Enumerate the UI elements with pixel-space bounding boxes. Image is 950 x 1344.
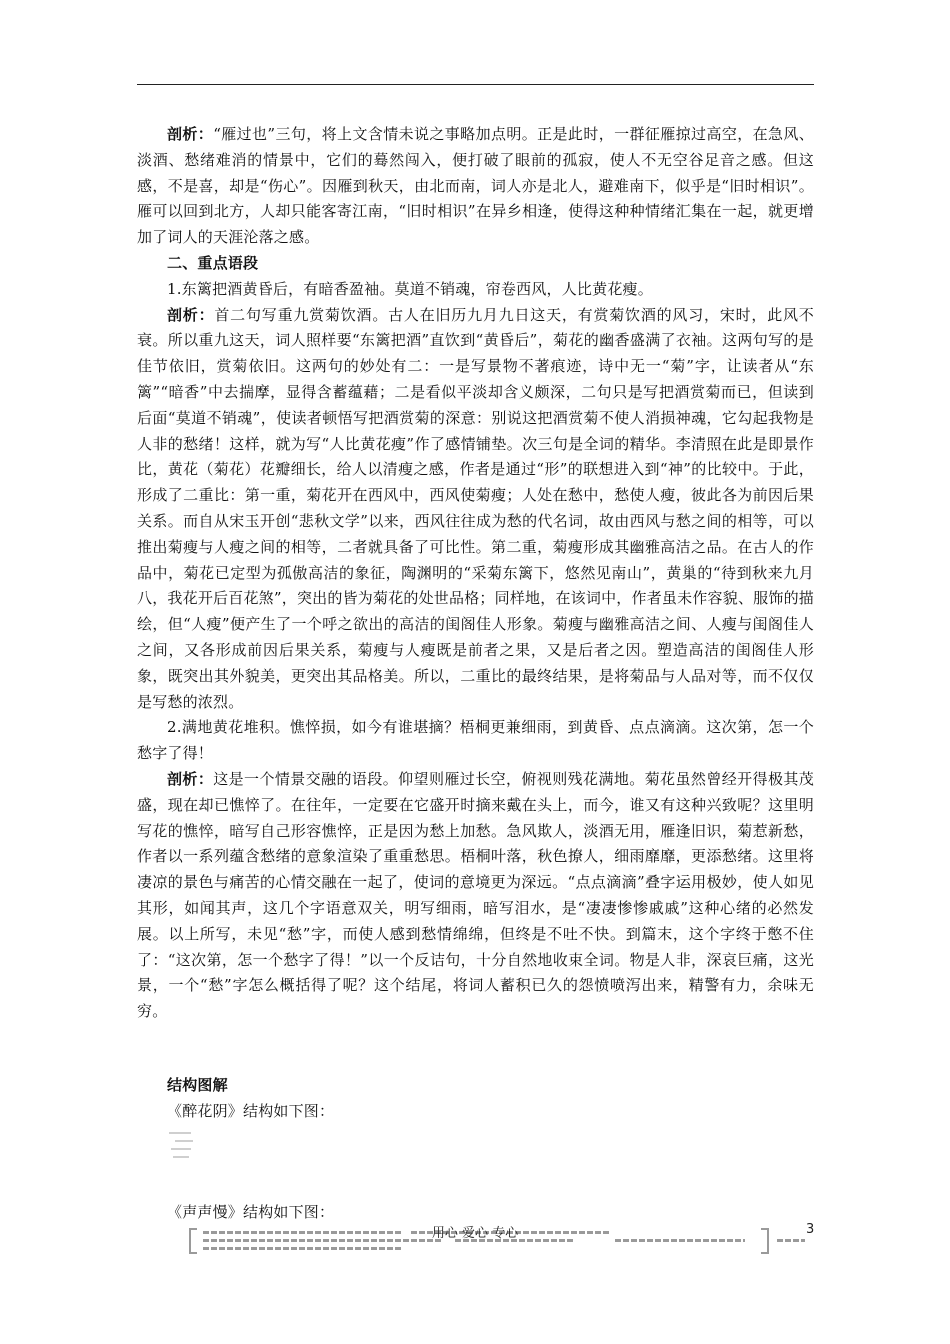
analysis-text: 这是一个情景交融的语段。仰望则雁过长空，俯视则残花满地。菊花虽然曾经开得极其茂盛，现在却已憔悴了。在往年，一定要在它盛开时摘来戴在头上，而今，谁又有这种兴致呢？这里明写花的憔悴，暗写自己形容憔悴，正是因为愁上加愁。急风欺人，淡酒无用，雁逢旧识，菊惹新愁，作者以一系列蕴含愁绪的意象渲染了重重愁思。梧桐叶落，秋色撩人，细雨靡靡，更添愁绪。这里将凄凉的景色与痛苦的心情交融在一起了，使词的意境更为深远。“点点滴滴”叠字运用极妙，使人如见其形，如闻其声，这几个字语意双关，明写细雨，暗写泪水，是“凄凄惨惨戚戚”这种心绪的必然发展。以上所写，未见“愁”字，而使人感到愁情绵绵，但终是不吐不快。到篇末，这个字终于憋不住了：“这次第，怎一个愁字了得！”以一个反诘句，十分自然地收束全词。物是人非，深哀巨痛，这光景，一个“愁”字怎么概括得了呢？这个结尾，将词人蓄积已久的怨愤喷泻出来，精警有力，余味无穷。 [137,769,814,1021]
section-heading-key-passages: 二、重点语段 [167,253,259,272]
diagram-mark [171,1148,191,1150]
section-spacer [137,1025,814,1073]
passage-1-quote: 1.东篱把酒黄昏后，有暗香盈袖。莫道不销魂，帘卷西风，人比黄花瘦。 [167,279,653,298]
analysis-label: 剖析： [167,125,214,143]
diagram-row [203,1247,403,1250]
document-body [137,122,814,1254]
diagram-mark [169,1132,191,1134]
analysis-paragraph-1 [137,122,814,251]
diagram-1-caption: 《醉花阴》结构如下图： [167,1101,335,1120]
passage-1-analysis [137,303,814,716]
diagram-mark [173,1156,189,1158]
footer-motto: 用心 爱心 专心 [431,1226,519,1241]
page-number: 3 [806,1222,815,1237]
analysis-text: “雁过也”三句，将上文含情未说之事略加点明。正是此时，一群征雁掠过高空，在急风、淡酒、愁绪难消的情景中，它们的蓦然闯入，便打破了眼前的孤寂，使人不无空谷足音之感。但这感，不是喜，却是“伤心”。因雁到秋天，由北而南，词人亦是北人，避难南下，似乎是“旧时相识”。雁可以回到北方，人却只能客寄江南，“旧时相识”在异乡相逢，使得这种种情绪汇集在一起，就更增加了词人的天涯沦落之感。 [137,125,815,247]
structure-heading: 结构图解 [167,1075,228,1094]
header-rule [137,84,814,85]
passage-2-analysis [137,767,814,1025]
diagram-2-caption: 《声声慢》结构如下图： [167,1203,335,1222]
analysis-label: 剖析： [167,305,215,324]
diagram-mark [175,1140,193,1142]
analysis-label: 剖析： [167,769,214,788]
structure-diagram-zuihuayin [169,1130,814,1168]
passage-2-quote: 2.满地黄花堆积。憔悴损，如今有谁堪摘？梧桐更兼细雨，到黄昏、点点滴滴。这次第，怎一个愁字了得！ [137,718,814,763]
analysis-text: 首二句写重九赏菊饮酒。古人在旧历九月九日这天，有赏菊饮酒的风习，宋时，此风不衰。所以重九这天，词人照样要“东篱把酒”直饮到“黄昏后”，菊花的幽香盛满了衣袖。这两句写的是佳节依旧，赏菊依旧。这两句的妙处有二：一是写景物不著痕迹，诗中无一“菊”字，让读者从“东篱”“暗香”中去揣摩，显得含蓄蕴藉；二是看似平淡却含义颇深，二句只是写把酒赏菊而已，但读到后面“莫道不销魂”，使读者顿悟写把酒赏菊的深意：别说这把酒赏菊不使人消损神魂，它勾起我物是人非的愁绪！这样，就为写“人比黄花瘦”作了感情铺垫。次三句是全词的精华。李清照在此是即景作比，黄花（菊花）花瓣细长，给人以清瘦之感，作者是通过“形”的联想进入到“神”的比较中。于此，形成了二重比：第一重，菊花开在西风中，西风使菊瘦；人处在愁中，愁使人瘦，彼此各为前因后果关系。而自从宋玉开创“悲秋文学”以来，西风往往成为愁的代名词，故由西风与愁之间的相等，可以推出菊瘦与人瘦之间的相等，二者就具备了可比性。第二重，菊瘦形成其幽雅高洁之品。在古人的作品中，菊花已定型为孤傲高洁的象征，陶渊明的“采菊东篱下，悠然见南山”，黄巢的“待到秋来九月八，我花开后百花煞”，突出的皆为菊花的处世品格；同样地，在该词中，作者虽未作容貌、服饰的描绘，但“人瘦”便产生了一个呼之欲出的高洁的闺阁佳人形象。菊瘦与幽雅高洁之间、人瘦与闺阁佳人之间，又各形成前因后果关系，菊瘦与人瘦既是前者之果，又是后者之因。塑造高洁的闺阁佳人形象，既突出其外貌美，更突出其品格美。所以，二重比的最终结果，是将菊品与人品对等，而不仅仅是写愁的浓烈。 [137,305,814,711]
